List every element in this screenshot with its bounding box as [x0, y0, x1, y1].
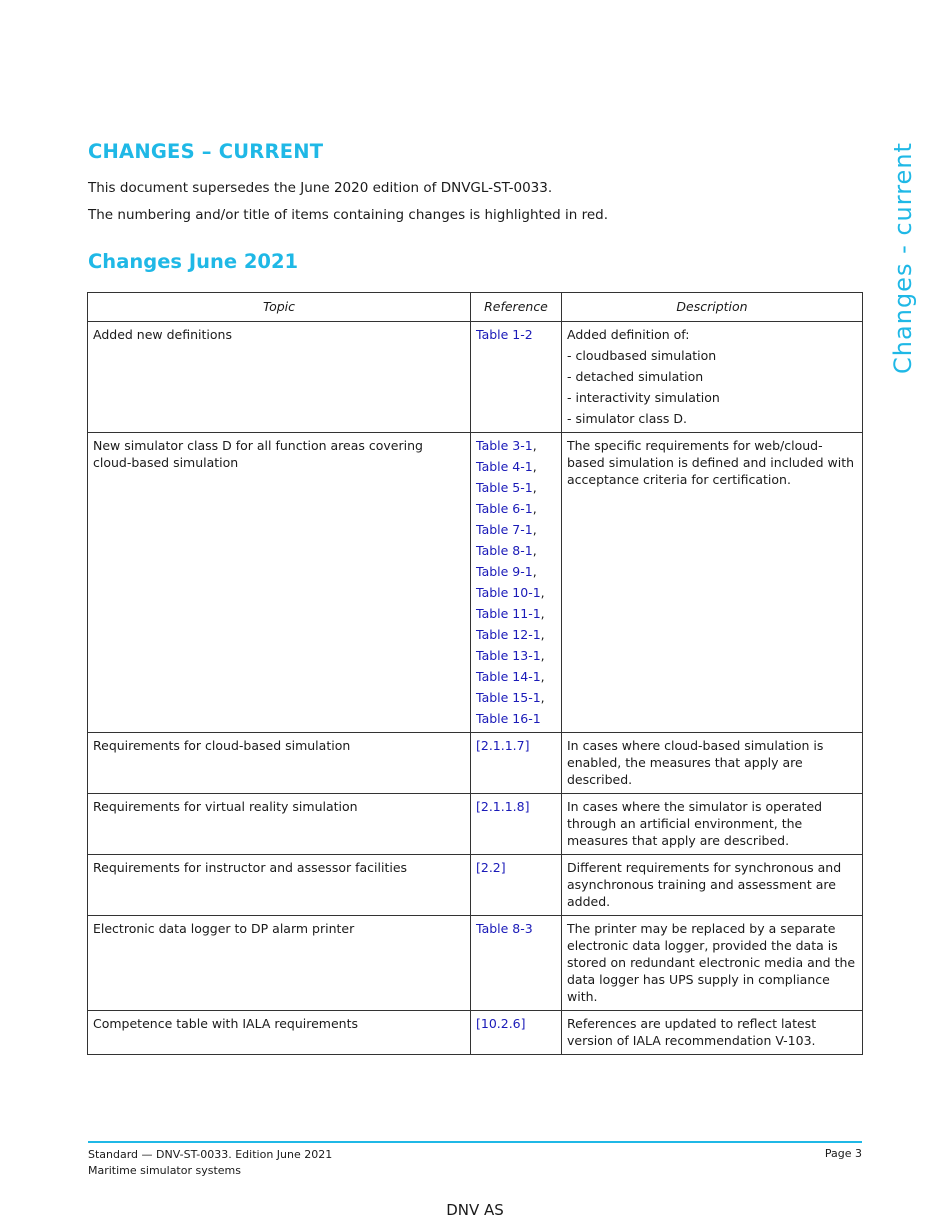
reference-link[interactable]: Table 8-1: [476, 543, 533, 558]
reference-link[interactable]: Table 13-1: [476, 648, 541, 663]
footer-document-info: [88, 1147, 332, 1179]
table-row: [88, 855, 863, 916]
description-cell: References are updated to reflect latest version of IALA recommendation V-103.: [562, 1011, 863, 1055]
topic-cell: New simulator class D for all function areas covering cloud-based simulation: [88, 433, 471, 733]
reference-link[interactable]: Table 15-1: [476, 690, 541, 705]
topic-cell: Requirements for instructor and assessor facilities: [88, 855, 471, 916]
table-row: [88, 916, 863, 1011]
changes-table: [87, 292, 863, 1055]
description-line: - interactivity simulation: [567, 390, 720, 405]
description-line: Added definition of:: [567, 327, 690, 342]
topic-cell: Added new definitions: [88, 322, 471, 433]
reference-cell: [471, 916, 562, 1011]
table-row: [88, 733, 863, 794]
reference-line: Table 15-1,: [476, 690, 545, 705]
table-row: [88, 433, 863, 733]
topic-cell: Requirements for virtual reality simulation: [88, 794, 471, 855]
table-header-row: [88, 293, 863, 322]
reference-link[interactable]: [2.1.1.8]: [476, 799, 530, 814]
side-section-label: Changes - current: [889, 142, 917, 374]
reference-link[interactable]: Table 12-1: [476, 627, 541, 642]
footer-standard-line: Standard — DNV-ST-0033. Edition June 2021: [88, 1148, 333, 1161]
topic-cell: Competence table with IALA requirements: [88, 1011, 471, 1055]
reference-link[interactable]: Table 4-1: [476, 459, 533, 474]
section-heading: Changes June 2021: [88, 250, 299, 273]
reference-link[interactable]: Table 10-1: [476, 585, 541, 600]
reference-line: Table 4-1,: [476, 459, 537, 474]
reference-line: Table 3-1,: [476, 438, 537, 453]
description-cell: The printer may be replaced by a separate electronic data logger, provided the data is stored on redundant electronic media and the data logger has UPS supply in compliance with.: [562, 916, 863, 1011]
description-cell: Different requirements for synchronous and asynchronous training and assessment are added.: [562, 855, 863, 916]
reference-link[interactable]: [2.1.1.7]: [476, 738, 530, 753]
reference-link[interactable]: Table 7-1: [476, 522, 533, 537]
description-cell: In cases where cloud-based simulation is enabled, the measures that apply are described.: [562, 733, 863, 794]
reference-line: Table 6-1,: [476, 501, 537, 516]
reference-link[interactable]: Table 6-1: [476, 501, 533, 516]
reference-link[interactable]: Table 8-3: [476, 921, 533, 936]
table-row: [88, 1011, 863, 1055]
reference-line: Table 7-1,: [476, 522, 537, 537]
description-cell: The specific requirements for web/cloud-based simulation is defined and included with acceptance criteria for certification.: [562, 433, 863, 733]
reference-link[interactable]: Table 9-1: [476, 564, 533, 579]
reference-link[interactable]: Table 3-1: [476, 438, 533, 453]
reference-link[interactable]: Table 5-1: [476, 480, 533, 495]
intro-supersedes: This document supersedes the June 2020 edition of DNVGL-ST-0033.: [88, 180, 553, 196]
footer-page-number: Page 3: [824, 1147, 862, 1160]
reference-line: Table 11-1,: [476, 606, 545, 621]
topic-cell: Requirements for cloud-based simulation: [88, 733, 471, 794]
reference-cell: [471, 322, 562, 433]
description-line: - simulator class D.: [567, 411, 687, 426]
reference-cell: [471, 733, 562, 794]
intro-highlight-note: The numbering and/or title of items containing changes is highlighted in red.: [88, 207, 609, 223]
table-row: [88, 322, 863, 433]
reference-link[interactable]: Table 14-1: [476, 669, 541, 684]
company-name: DNV AS: [446, 1201, 504, 1219]
reference-cell: [471, 433, 562, 733]
table-row: [88, 794, 863, 855]
reference-line: Table 5-1,: [476, 480, 537, 495]
reference-cell: [471, 1011, 562, 1055]
reference-line: Table 14-1,: [476, 669, 545, 684]
footer-divider: [88, 1141, 862, 1143]
reference-link[interactable]: Table 1-2: [476, 327, 533, 342]
reference-line: Table 8-1,: [476, 543, 537, 558]
reference-line: Table 13-1,: [476, 648, 545, 663]
reference-line: Table 12-1,: [476, 627, 545, 642]
topic-cell: Electronic data logger to DP alarm printer: [88, 916, 471, 1011]
reference-link[interactable]: Table 11-1: [476, 606, 541, 621]
description-cell: [562, 322, 863, 433]
reference-link[interactable]: [10.2.6]: [476, 1016, 526, 1031]
header-description: Description: [562, 293, 863, 322]
footer-title-line: Maritime simulator systems: [88, 1164, 241, 1177]
reference-cell: [471, 794, 562, 855]
header-reference: Reference: [471, 293, 562, 322]
reference-link[interactable]: [2.2]: [476, 860, 506, 875]
page-heading: CHANGES – CURRENT: [88, 140, 324, 163]
description-cell: In cases where the simulator is operated through an artificial environment, the measures that apply are described.: [562, 794, 863, 855]
reference-line: Table 10-1,: [476, 585, 545, 600]
description-line: - cloudbased simulation: [567, 348, 717, 363]
reference-line: [476, 710, 556, 727]
reference-cell: [471, 855, 562, 916]
description-line: - detached simulation: [567, 369, 704, 384]
reference-link[interactable]: Table 16-1: [476, 711, 541, 726]
header-topic: Topic: [88, 293, 471, 322]
reference-line: Table 9-1,: [476, 564, 537, 579]
